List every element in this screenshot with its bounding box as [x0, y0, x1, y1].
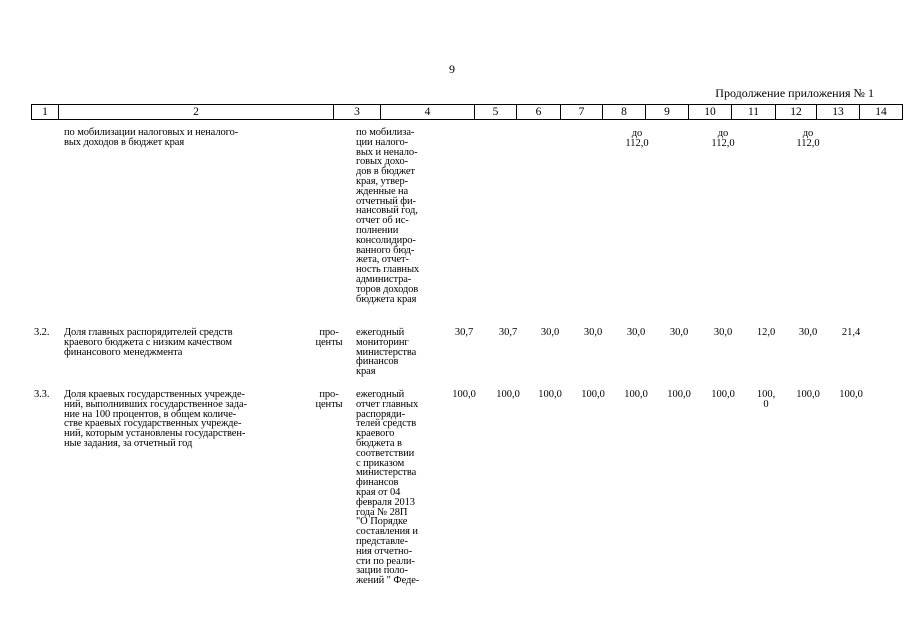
col-header: 7 [561, 105, 603, 120]
value-col-5: 30,7 [454, 327, 474, 338]
col-header: 8 [603, 105, 646, 120]
data-source: по мобилиза- ции налого- вых и ненало- говых дохо- дов в бюджет края, утвер- жденные на отчетный фи- нансовый год, отчет об ис- полнении консолидиро- ванного бюд- жета, отчет- ность главных администра- торов доходов бюджета края [356, 127, 420, 305]
col-header: 1 [32, 105, 59, 120]
value-col-8: 30,0 [583, 327, 603, 338]
value-col-10: 100,0 [667, 389, 691, 400]
value-col-8: 100,0 [581, 389, 605, 400]
col-header: 12 [776, 105, 817, 120]
value-col-13: 100,0 [796, 389, 820, 400]
page-number: 9 [449, 62, 455, 76]
unit: про- центы [315, 389, 343, 410]
value-col-5: 100,0 [452, 389, 476, 400]
value-col-6: 100,0 [496, 389, 520, 400]
col-header: 3 [334, 105, 381, 120]
value-col-14: 100,0 [839, 389, 863, 400]
value-col-12: 100, 0 [756, 389, 776, 410]
column-header-row [31, 104, 903, 120]
col-header: 14 [860, 105, 903, 120]
value-col-7: 30,0 [540, 327, 560, 338]
indicator-name: по мобилизации налоговых и неналого- вых доходов в бюджет края [64, 127, 239, 148]
row-number: 3.3. [34, 389, 50, 400]
row-number: 3.2. [34, 327, 50, 338]
value-col-11: 100,0 [711, 389, 735, 400]
col-header: 11 [732, 105, 776, 120]
value-col-9: 30,0 [626, 327, 646, 338]
value-col-11: 30,0 [713, 327, 733, 338]
continuation-title: Продолжение приложения № 1 [715, 86, 874, 100]
indicator-name: Доля главных распорядителей средств краевого бюджета с низким качеством финансового менеджмента [64, 327, 233, 358]
value-col-13: 30,0 [798, 327, 818, 338]
value-col-10: 30,0 [669, 327, 689, 338]
col-header: 5 [475, 105, 517, 120]
col-header: 4 [381, 105, 475, 120]
value-col-13: до 112,0 [796, 128, 820, 149]
col-header: 6 [517, 105, 561, 120]
value-col-14: 21,4 [841, 327, 861, 338]
indicator-name: Доля краевых государственных учрежде- ний, выполнивших государственное зада- ние на 100 процентов, в общем количе- стве краевых государственных учрежде- ний, которым установлены государствен- ные задания, за отчетный год [64, 389, 248, 449]
data-source: ежегодный мониторинг министерства финансов края [356, 327, 417, 378]
col-header: 2 [59, 105, 334, 120]
value-col-12: 12,0 [756, 327, 776, 338]
value-col-11: до 112,0 [711, 128, 735, 149]
value-col-7: 100,0 [538, 389, 562, 400]
col-header: 10 [689, 105, 732, 120]
value-col-9: до 112,0 [625, 128, 649, 149]
value-col-9: 100,0 [624, 389, 648, 400]
unit: про- центы [315, 327, 343, 348]
col-header: 13 [817, 105, 860, 120]
value-col-6: 30,7 [498, 327, 518, 338]
data-source: ежегодный отчет главных распоряди- телей средств краевого бюджета в соответствии с приказом министерства финансов края от 04 февраля 2013 года № 28П "О Порядке составления и представле- ния отчетно- сти по реали- зации поло- жений " Феде- [356, 389, 420, 587]
col-header: 9 [646, 105, 689, 120]
